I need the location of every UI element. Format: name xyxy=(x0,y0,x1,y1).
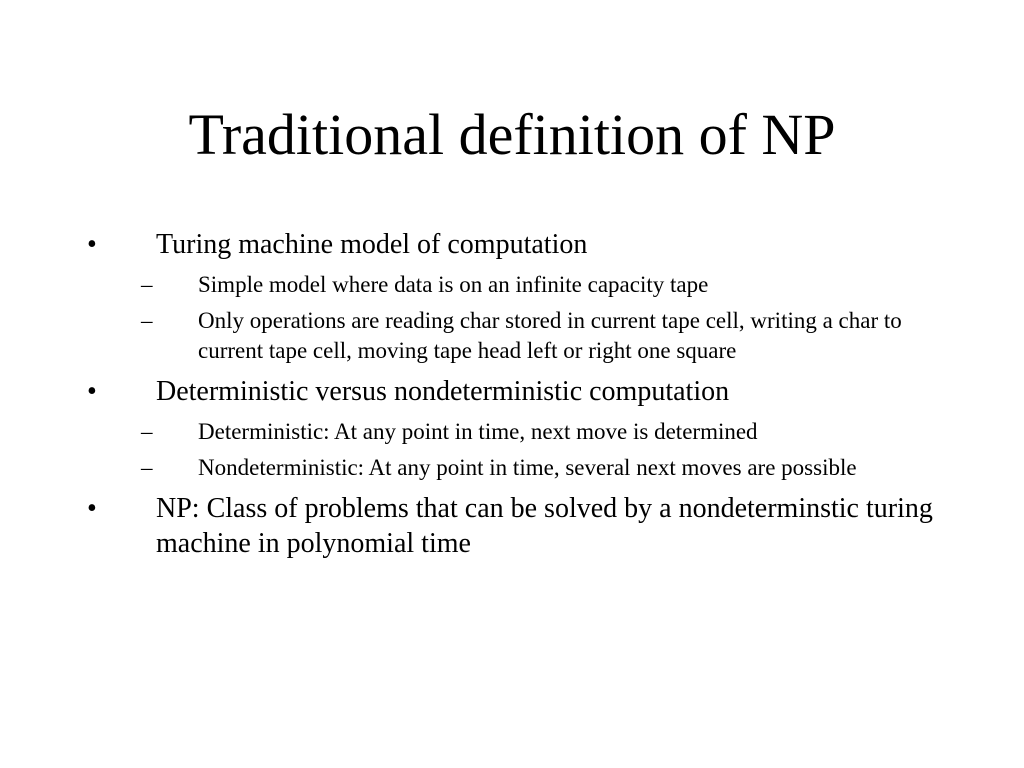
bullet-item xyxy=(0,491,1024,561)
bullet-marker: • xyxy=(87,493,97,524)
bullet-text: NP: Class of problems that can be solved by a nondeterminstic turing machine in polynomial time xyxy=(156,493,933,559)
sub-bullet-text: Simple model where data is on an infinite capacity tape xyxy=(198,272,709,297)
sub-bullet-marker: – xyxy=(141,419,153,444)
bullet-marker: • xyxy=(87,229,97,260)
slide-body xyxy=(0,227,1024,569)
bullet-text: Deterministic versus nondeterministic computation xyxy=(156,376,730,407)
sub-bullet-marker: – xyxy=(141,455,153,480)
bullet-group-2 xyxy=(0,374,1024,483)
sub-bullet-marker: – xyxy=(141,272,153,297)
sub-bullet-text: Only operations are reading char stored in current tape cell, writing a char to current tape cell, moving tape head left or right one square xyxy=(198,308,902,363)
sub-bullet-item xyxy=(0,453,1024,483)
slide-title: Traditional definition of NP xyxy=(188,102,836,167)
sub-bullet-text: Deterministic: At any point in time, next move is determined xyxy=(198,419,758,444)
bullet-group-3 xyxy=(0,491,1024,561)
bullet-text: Turing machine model of computation xyxy=(156,229,588,260)
sub-bullet-marker: – xyxy=(141,308,153,333)
bullet-group-1 xyxy=(0,227,1024,366)
bullet-item xyxy=(0,227,1024,262)
bullet-item xyxy=(0,374,1024,409)
sub-bullet-text: Nondeterministic: At any point in time, several next moves are possible xyxy=(198,455,857,480)
sub-bullet-item xyxy=(0,306,1024,366)
sub-bullet-item xyxy=(0,270,1024,300)
bullet-marker: • xyxy=(87,376,97,407)
sub-bullet-item xyxy=(0,417,1024,447)
